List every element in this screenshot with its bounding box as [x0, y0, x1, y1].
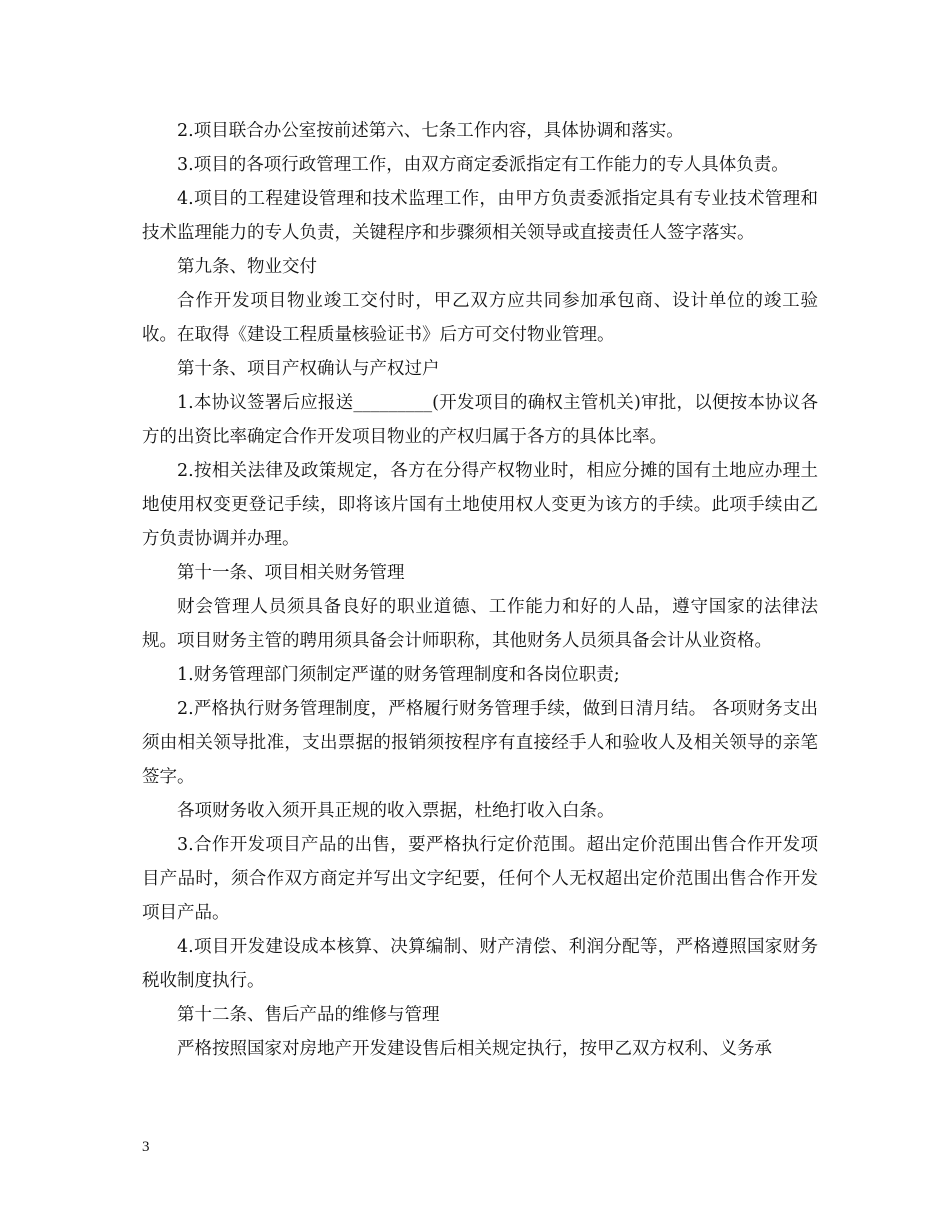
paragraph-finance-intro: 财会管理人员须具备良好的职业道德、工作能力和好的人品，遵守国家的法律法规。项目财务主管的聘用须具备会计师职称，其他财务人员须具备会计从业资格。: [142, 597, 818, 651]
section-heading-article-10: 第十条、项目产权确认与产权过户: [177, 359, 440, 379]
paragraph-item-4: 4.项目的工程建设管理和技术监理工作，由甲方负责委派指定具有专业技术管理和技术监理能力的专人负责，关键程序和步骤须相关领导或直接责任人签字落实。: [142, 189, 818, 243]
paragraph-finance-3: 3.合作开发项目产品的出售，要严格执行定价范围。超出定价范围出售合作开发项目产品时，须合作双方商定并写出文字纪要，任何个人无权超出定价范围出售合作开发项目产品。: [142, 835, 818, 923]
section-heading-article-11: 第十一条、项目相关财务管理: [177, 563, 405, 583]
paragraph-property-1: 1.本协议签署后应报送_________(开发项目的确权主管机关)审批，以便按本协议各方的出资比率确定合作开发项目物业的产权归属于各方的具体比率。: [142, 393, 818, 447]
paragraph-finance-4: 4.项目开发建设成本核算、决算编制、财产清偿、利润分配等，严格遵照国家财务税收制度执行。: [142, 937, 818, 991]
document-body: [142, 114, 818, 1066]
page-number: 3: [142, 1139, 150, 1155]
paragraph-after-sales: 严格按照国家对房地产开发建设售后相关规定执行，按甲乙双方权利、义务承: [177, 1039, 772, 1059]
section-heading-article-12: 第十二条、售后产品的维修与管理: [177, 1005, 440, 1025]
paragraph-finance-2: 2.严格执行财务管理制度，严格履行财务管理手续，做到日清月结。 各项财务支出须由相关领导批准，支出票据的报销须按程序有直接经手人和验收人及相关领导的亲笔签字。: [142, 699, 818, 787]
paragraph-item-3: 3.项目的各项行政管理工作，由双方商定委派指定有工作能力的专人具体负责。: [177, 155, 789, 175]
paragraph-delivery: 合作开发项目物业竣工交付时，甲乙双方应共同参加承包商、设计单位的竣工验收。在取得《建设工程质量核验证书》后方可交付物业管理。: [142, 291, 818, 345]
section-heading-article-9: 第九条、物业交付: [177, 257, 317, 277]
paragraph-item-2: 2.项目联合办公室按前述第六、七条工作内容，具体协调和落实。: [177, 121, 684, 141]
paragraph-finance-1: 1.财务管理部门须制定严谨的财务管理制度和各岗位职责;: [177, 665, 620, 685]
paragraph-property-2: 2.按相关法律及政策规定，各方在分得产权物业时，相应分摊的国有土地应办理土地使用权变更登记手续，即将该片国有土地使用权人变更为该方的手续。此项手续由乙方负责协调并办理。: [142, 461, 818, 549]
paragraph-finance-income: 各项财务收入须开具正规的收入票据，杜绝打收入白条。: [177, 801, 615, 821]
